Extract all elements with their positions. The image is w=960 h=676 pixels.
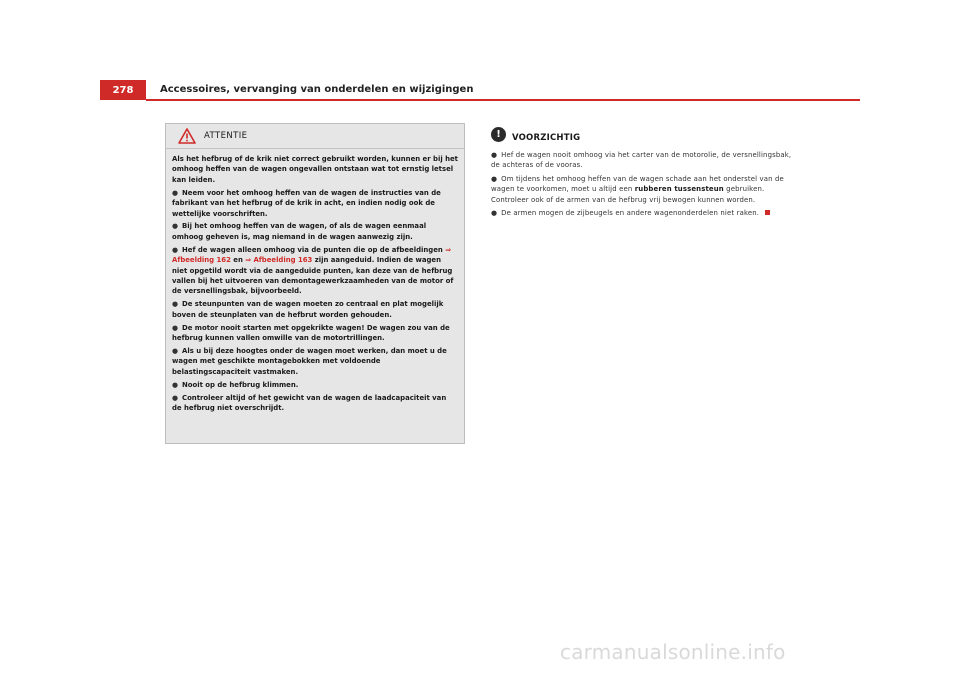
end-of-section-icon <box>765 210 770 215</box>
warning-item: ● Bij het omhoog heffen van de wagen, of als de wagen eenmaal omhoog geheven is, mag niemand in de wagen aanwezig zijn. <box>172 222 427 241</box>
warning-header <box>166 124 464 149</box>
bullet-icon: ● <box>172 393 179 402</box>
warning-item: ● Hef de wagen alleen omhoog via de punten die op de afbeeldingen ⇒ Afbeelding 162 en ⇒ Afbeelding 163 zijn aangeduid. Indien de wagen niet opgetild wordt via de aangeduide punten, kan deze van de hefbrug vallen bij het uitvoeren van demontagewerkzaamheden van de motor of de versnellingsbak, bijvoorbeeld. <box>172 245 454 296</box>
bullet-icon: ● <box>172 245 179 254</box>
figure-link-163[interactable]: ⇒ Afbeelding 163 <box>245 256 313 265</box>
caution-item: ● De armen mogen de zijbeugels en andere wagenonderdelen niet raken. <box>491 208 801 218</box>
warning-item: ● De motor nooit starten met opgekrikte wagen! De wagen zou van de hefbrug kunnen vallen omwille van de motortrillingen. <box>172 323 450 342</box>
bullet-icon: ● <box>172 300 179 309</box>
warning-box <box>165 123 465 444</box>
bullet-icon: ● <box>491 209 498 218</box>
caution-block <box>491 122 801 221</box>
bold-term: rubberen tussensteun <box>634 185 724 194</box>
caution-item: ● Om tijdens het omhoog heffen van de wagen schade aan het onderstel van de wagen te voorkomen, moet u altijd een rubberen tussensteun gebruiken. Controleer ook of de armen van de hefbrug vrij bewogen kunnen worden. <box>491 174 784 204</box>
warning-item: ● Als u bij deze hoogtes onder de wagen moet werken, dan moet u de wagen met geschikte montagebokken met voldoende belastingscapaciteit vastmaken. <box>172 346 447 376</box>
caution-body <box>491 150 801 218</box>
warning-item: ● Nooit op de hefbrug klimmen. <box>172 380 299 389</box>
warning-title: ATTENTIE <box>204 131 248 141</box>
warning-item: ● Neem voor het omhoog heffen van de wagen de instructies van de fabrikant van het hefbrug of de krik in acht, en indien nodig ook de wettelijke voorschriften. <box>172 188 441 218</box>
warning-body <box>166 149 464 413</box>
watermark: carmanualsonline.info <box>560 640 786 664</box>
exclamation-circle-icon: ! <box>491 127 506 142</box>
page-number: 278 <box>100 80 146 100</box>
warning-item: ● De steunpunten van de wagen moeten zo centraal en plat mogelijk boven de steunplaten van de hefbrut worden gehouden. <box>172 300 444 319</box>
bullet-icon: ● <box>172 323 179 332</box>
warning-item: ● Controleer altijd of het gewicht van de wagen de laadcapaciteit van de hefbrug niet overschrijdt. <box>172 393 447 412</box>
bullet-icon: ● <box>491 174 498 183</box>
header-rule <box>146 99 860 101</box>
caution-item: ● Hef de wagen nooit omhoog via het carter van de motorolie, de versnellingsbak, de achteras of de vooras. <box>491 151 792 170</box>
page-header-title: Accessoires, vervanging van onderdelen en wijzigingen <box>160 84 474 95</box>
figure-link-162[interactable]: ⇒ Afbeelding 162 <box>172 245 451 265</box>
bullet-icon: ● <box>172 222 179 231</box>
bullet-icon: ● <box>172 346 179 355</box>
caution-title: VOORZICHTIG <box>512 133 581 143</box>
bullet-icon: ● <box>491 151 498 159</box>
bullet-icon: ● <box>172 188 179 197</box>
warning-intro: Als het hefbrug of de krik niet correct gebruikt worden, kunnen er bij het omhoog heffen van de wagen ongevallen ontstaan wat tot ernstig letsel kan leiden. <box>172 155 458 184</box>
caution-header <box>491 122 801 144</box>
warning-triangle-icon <box>178 128 196 144</box>
bullet-icon: ● <box>172 380 179 389</box>
